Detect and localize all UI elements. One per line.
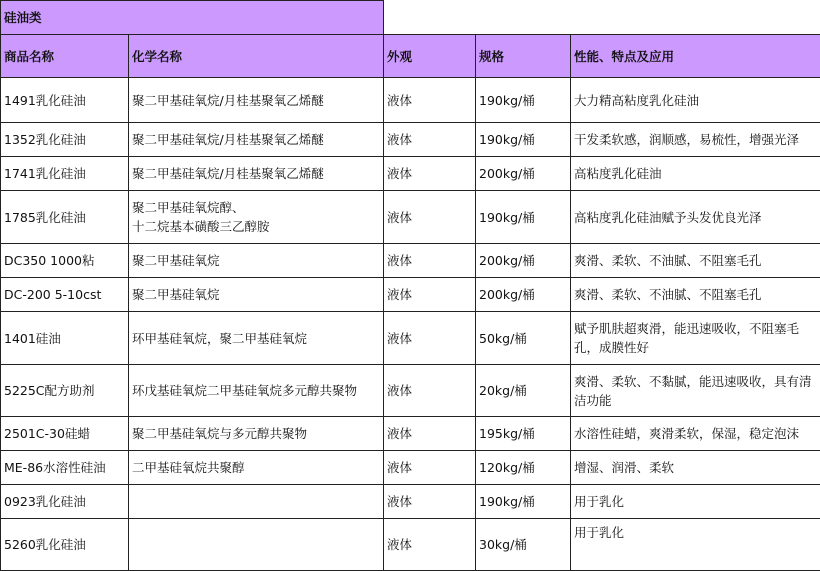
cell-product-name: 0923乳化硅油: [1, 485, 129, 519]
cell-chemical-name: 环甲基硅氧烷，聚二甲基硅氧烷: [129, 312, 384, 365]
cell-spec: 195kg/桶: [476, 417, 571, 451]
cell-chemical-name: 环戊基硅氧烷二甲基硅氧烷多元醇共聚物: [129, 365, 384, 417]
cell-spec: 20kg/桶: [476, 365, 571, 417]
header-chemical-name: 化学名称: [129, 35, 384, 78]
cell-properties: 干发柔软感，润顺感，易梳性，增强光泽: [571, 123, 820, 157]
cell-product-name: 1491乳化硅油: [1, 78, 129, 123]
cell-properties: 增湿、润滑、柔软: [571, 451, 820, 485]
category-title: 硅油类: [1, 1, 384, 35]
table-row: [1, 278, 820, 312]
cell-appearance: 液体: [384, 278, 476, 312]
cell-spec: 200kg/桶: [476, 278, 571, 312]
cell-spec: 190kg/桶: [476, 78, 571, 123]
cell-chemical-name: 二甲基硅氧烷共聚醇: [129, 451, 384, 485]
table-row: [1, 78, 820, 123]
cell-properties: 高粘度乳化硅油: [571, 157, 820, 191]
cell-chemical-name: 聚二甲基硅氧烷醇、 十二烷基本磺酸三乙醇胺: [129, 191, 384, 244]
table-row: [1, 519, 820, 571]
cell-spec: 200kg/桶: [476, 157, 571, 191]
cell-appearance: 液体: [384, 123, 476, 157]
table-row: [1, 157, 820, 191]
table-row: [1, 312, 820, 365]
cell-spec: 190kg/桶: [476, 191, 571, 244]
cell-product-name: DC-200 5-10cst: [1, 278, 129, 312]
table-row: [1, 191, 820, 244]
cell-chemical-name: 聚二甲基硅氧烷与多元醇共聚物: [129, 417, 384, 451]
category-blank: [384, 1, 820, 35]
cell-appearance: 液体: [384, 312, 476, 365]
cell-chemical-name: 聚二甲基硅氧烷/月桂基聚氧乙烯醚: [129, 157, 384, 191]
cell-properties: 爽滑、柔软、不油腻、不阻塞毛孔: [571, 244, 820, 278]
cell-properties: 用于乳化: [571, 485, 820, 519]
cell-product-name: 1401硅油: [1, 312, 129, 365]
cell-appearance: 液体: [384, 519, 476, 571]
cell-product-name: 1785乳化硅油: [1, 191, 129, 244]
table-row: [1, 451, 820, 485]
cell-spec: 30kg/桶: [476, 519, 571, 571]
cell-properties: 用于乳化: [571, 519, 820, 571]
cell-product-name: 5225C配方助剂: [1, 365, 129, 417]
cell-appearance: 液体: [384, 365, 476, 417]
cell-spec: 50kg/桶: [476, 312, 571, 365]
table-row: [1, 485, 820, 519]
header-appearance: 外观: [384, 35, 476, 78]
cell-product-name: 1741乳化硅油: [1, 157, 129, 191]
category-row: [1, 1, 820, 35]
table-row: [1, 244, 820, 278]
cell-appearance: 液体: [384, 417, 476, 451]
cell-appearance: 液体: [384, 157, 476, 191]
cell-chemical-name: [129, 519, 384, 571]
cell-spec: 120kg/桶: [476, 451, 571, 485]
cell-properties: 大力精高粘度乳化硅油: [571, 78, 820, 123]
cell-chemical-name: 聚二甲基硅氧烷/月桂基聚氧乙烯醚: [129, 78, 384, 123]
cell-product-name: DC350 1000粘: [1, 244, 129, 278]
header-spec: 规格: [476, 35, 571, 78]
cell-spec: 190kg/桶: [476, 123, 571, 157]
cell-spec: 190kg/桶: [476, 485, 571, 519]
cell-chemical-name: 聚二甲基硅氧烷: [129, 244, 384, 278]
cell-product-name: 2501C-30硅蜡: [1, 417, 129, 451]
table-row: [1, 417, 820, 451]
cell-properties: 高粘度乳化硅油赋予头发优良光泽: [571, 191, 820, 244]
cell-product-name: 5260乳化硅油: [1, 519, 129, 571]
table-row: [1, 365, 820, 417]
header-row: [1, 35, 820, 78]
cell-properties: 水溶性硅蜡，爽滑柔软，保湿，稳定泡沫: [571, 417, 820, 451]
cell-appearance: 液体: [384, 485, 476, 519]
cell-chemical-name: 聚二甲基硅氧烷: [129, 278, 384, 312]
table-row: [1, 123, 820, 157]
cell-properties: 赋予肌肤超爽滑，能迅速吸收，不阻塞毛孔，成膜性好: [571, 312, 820, 365]
cell-properties: 爽滑、柔软、不油腻、不阻塞毛孔: [571, 278, 820, 312]
cell-spec: 200kg/桶: [476, 244, 571, 278]
cell-chemical-name: 聚二甲基硅氧烷/月桂基聚氧乙烯醚: [129, 123, 384, 157]
header-product-name: 商品名称: [1, 35, 129, 78]
cell-chemical-name: [129, 485, 384, 519]
cell-appearance: 液体: [384, 191, 476, 244]
cell-product-name: 1352乳化硅油: [1, 123, 129, 157]
header-properties: 性能、特点及应用: [571, 35, 820, 78]
cell-appearance: 液体: [384, 78, 476, 123]
cell-properties: 爽滑、柔软、不黏腻，能迅速吸收，具有清洁功能: [571, 365, 820, 417]
cell-appearance: 液体: [384, 244, 476, 278]
cell-product-name: ME-86水溶性硅油: [1, 451, 129, 485]
cell-appearance: 液体: [384, 451, 476, 485]
